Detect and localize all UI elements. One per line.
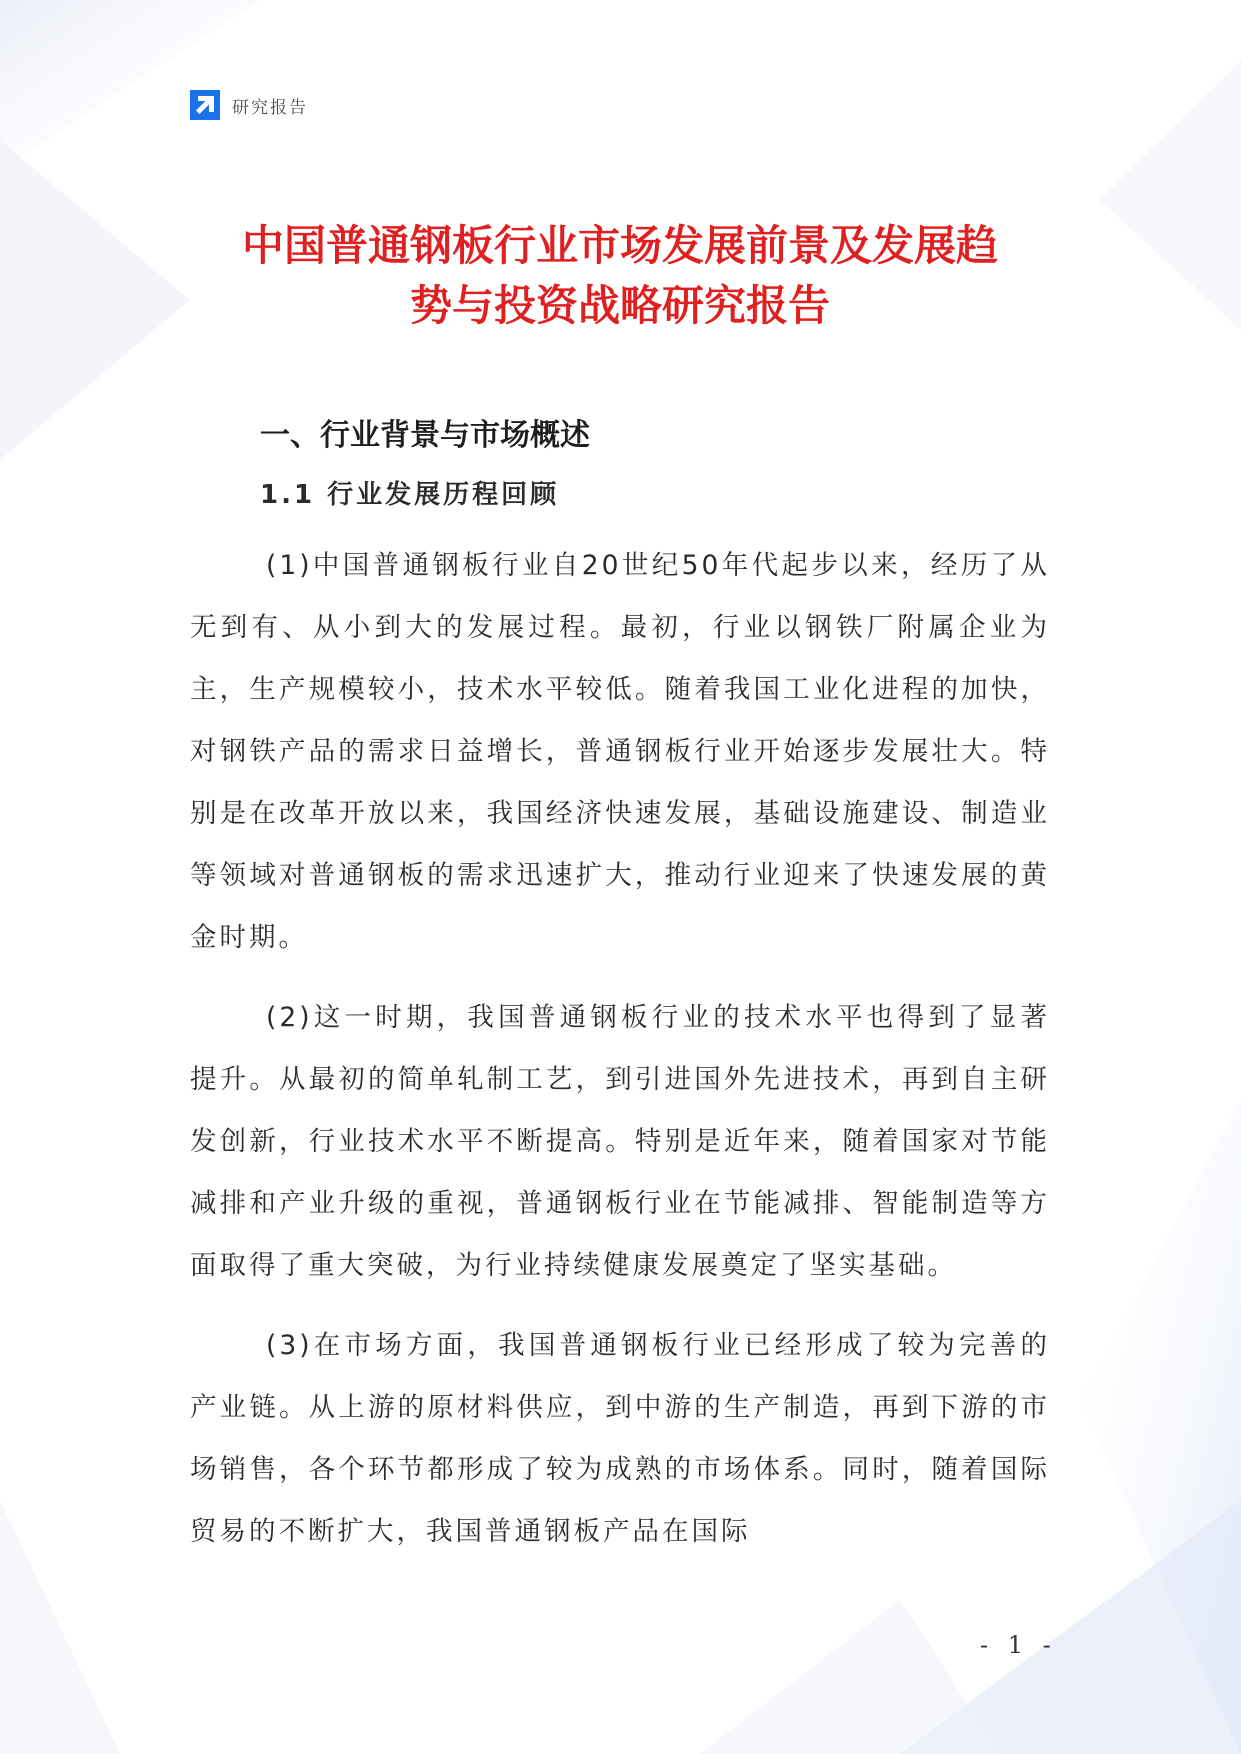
title-line-2: 势与投资战略研究报告 [409,281,830,330]
upward-arrow-icon [190,90,220,120]
header-label: 研究报告 [232,97,308,118]
paragraph-3: (3)在市场方面，我国普通钢板行业已经形成了较为完善的产业链。从上游的原材料供应，到中游的生产制造，再到下游的市场销售，各个环节都形成了较为成熟的市场体系。同时，随着国际贸易的不断扩大，我国普通钢板产品在国际 [190,1330,1050,1547]
subsection-heading: 1.1 行业发展历程回顾 [260,480,560,510]
paragraph-1: (1)中国普通钢板行业自20世纪50年代起步以来，经历了从无到有、从小到大的发展过程。最初，行业以钢铁厂附属企业为主，生产规模较小，技术水平较低。随着我国工业化进程的加快，对钢铁产品的需求日益增长，普通钢板行业开始逐步发展壮大。特别是在改革开放以来，我国经济快速发展，基础设施建设、制造业等领域对普通钢板的需求迅速扩大，推动行业迎来了快速发展的黄金时期。 [190,550,1050,953]
paragraph-2: (2)这一时期，我国普通钢板行业的技术水平也得到了显著提升。从最初的简单轧制工艺，到引进国外先进技术，再到自主研发创新，行业技术水平不断提高。特别是近年来，随着国家对节能减排和产业升级的重视，普通钢板行业在节能减排、智能制造等方面取得了重大突破，为行业持续健康发展奠定了坚实基础。 [190,1002,1050,1281]
page-number: - 1 - [980,1631,1057,1659]
report-title [180,216,1060,336]
section-heading: 一、行业背景与市场概述 [260,418,590,453]
title-line-1: 中国普通钢板行业市场发展前景及发展趋 [241,221,998,270]
report-body [190,415,1050,1581]
report-header [190,90,308,120]
